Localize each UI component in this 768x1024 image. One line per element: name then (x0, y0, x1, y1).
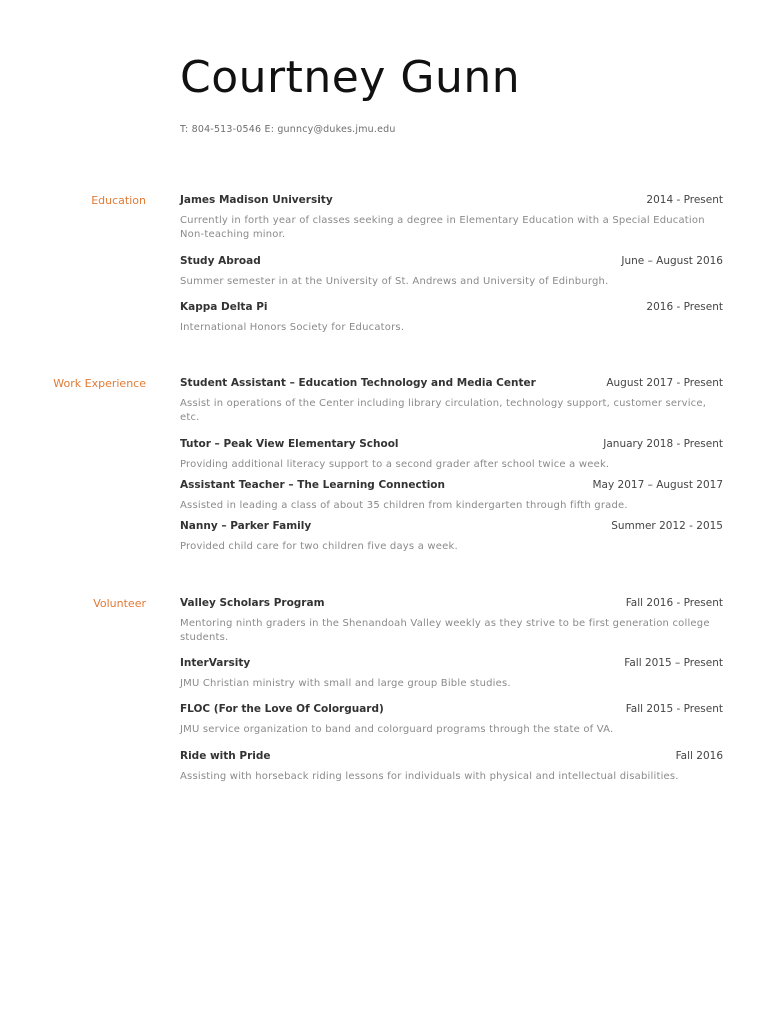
entry-date: Fall 2016 (675, 750, 723, 762)
entry-date: May 2017 – August 2017 (592, 479, 723, 491)
entry-description: JMU Christian ministry with small and large group Bible studies. (180, 678, 511, 689)
entry-title: InterVarsity (180, 657, 251, 669)
section-label-education: Education (91, 194, 146, 207)
entry-date: Fall 2016 - Present (625, 597, 723, 609)
entry-title: FLOC (For the Love Of Colorguard) (180, 703, 384, 715)
entry-date: January 2018 - Present (603, 438, 723, 450)
volunteer-entry (180, 750, 723, 784)
work-entry (180, 438, 723, 472)
education-entry (180, 301, 723, 335)
entry-title: Assistant Teacher – The Learning Connection (180, 479, 445, 491)
education-entry (180, 194, 723, 242)
entry-title: Student Assistant – Education Technology and Media Center (180, 377, 536, 389)
entry-title: Kappa Delta Pi (180, 301, 268, 313)
entry-title: Ride with Pride (180, 750, 271, 762)
work-entry (180, 520, 723, 554)
entry-date: June – August 2016 (621, 255, 723, 267)
volunteer-entry (180, 657, 723, 691)
entry-title: Nanny – Parker Family (180, 520, 312, 532)
volunteer-entry (180, 597, 723, 645)
entry-description: Assisting with horseback riding lessons for individuals with physical and intellectual disabilities. (180, 771, 679, 782)
entry-description: Currently in forth year of classes seeking a degree in Elementary Education with a Special Education Non-teaching minor. (180, 215, 705, 240)
entry-date: 2014 - Present (646, 194, 723, 206)
entry-date: Fall 2015 – Present (624, 657, 723, 669)
section-label-work-experience: Work Experience (53, 377, 146, 390)
entry-date: August 2017 - Present (606, 377, 723, 389)
section-label-volunteer: Volunteer (93, 597, 146, 610)
entry-date: Summer 2012 - 2015 (611, 520, 723, 532)
volunteer-entry (180, 703, 723, 737)
entry-description: Provided child care for two children five days a week. (180, 541, 458, 552)
entry-title: Tutor – Peak View Elementary School (180, 438, 399, 450)
entry-description: Mentoring ninth graders in the Shenandoah Valley weekly as they strive to be first generation college students. (180, 618, 710, 643)
entry-description: JMU service organization to band and colorguard programs through the state of VA. (180, 724, 614, 735)
entry-description: Assisted in leading a class of about 35 children from kindergarten through fifth grade. (180, 500, 628, 511)
entry-date: Fall 2015 - Present (625, 703, 723, 715)
contact-info: T: 804-513-0546 E: gunncy@dukes.jmu.edu (180, 124, 396, 135)
entry-description: Providing additional literacy support to a second grader after school twice a week. (180, 459, 610, 470)
entry-description: International Honors Society for Educators. (180, 322, 405, 333)
entry-title: Study Abroad (180, 255, 261, 267)
entry-title: Valley Scholars Program (180, 597, 325, 609)
entry-description: Summer semester in at the University of St. Andrews and University of Edinburgh. (180, 276, 609, 287)
entry-title: James Madison University (180, 194, 333, 206)
resume-name: Courtney Gunn (180, 52, 521, 103)
work-entry (180, 377, 723, 425)
work-entry (180, 479, 723, 513)
education-entry (180, 255, 723, 289)
entry-description: Assist in operations of the Center including library circulation, technology support, customer service, etc. (180, 398, 707, 423)
entry-date: 2016 - Present (646, 301, 723, 313)
